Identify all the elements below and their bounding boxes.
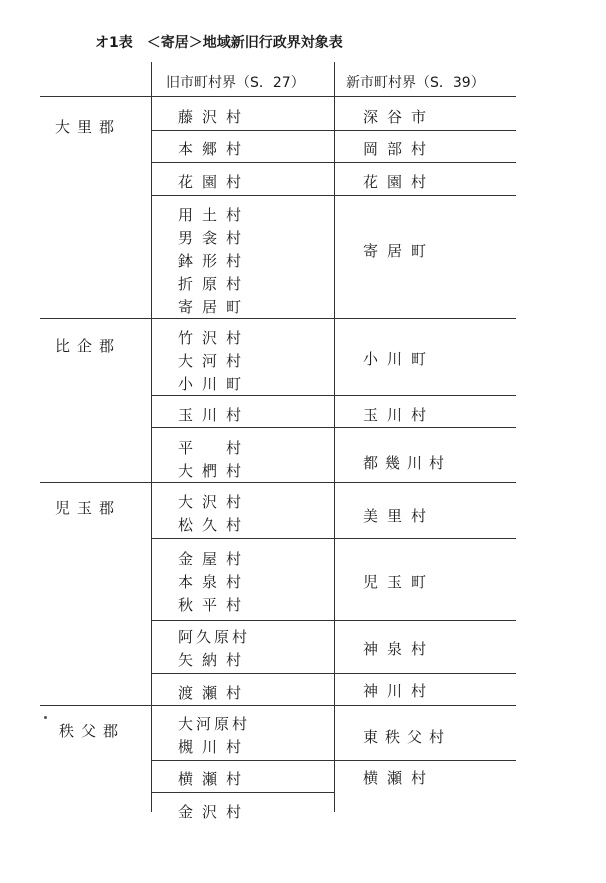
old-village: 本郷村 <box>178 140 251 158</box>
old-row-separator <box>151 130 334 131</box>
old-row-separator <box>151 673 334 674</box>
old-row-separator <box>151 538 334 539</box>
new-row-separator <box>334 130 516 131</box>
new-municipality: 横瀬村 <box>363 769 436 787</box>
district-label: 秩父郡 <box>59 722 126 740</box>
old-village: 小川町 <box>178 375 251 393</box>
new-row-separator <box>334 538 516 539</box>
new-row-separator <box>334 620 516 621</box>
header-old-boundary: 旧市町村界（S．27） <box>166 75 305 91</box>
old-village: 渡瀬村 <box>178 684 251 702</box>
old-village: 金屋村 <box>178 550 251 568</box>
new-row-separator <box>334 395 516 396</box>
old-village: 竹沢村 <box>178 329 251 347</box>
old-village: 松久村 <box>178 516 251 534</box>
old-row-separator <box>151 162 334 163</box>
header-new-boundary: 新市町村界（S．39） <box>346 75 485 91</box>
old-village: 大椚村 <box>178 462 251 480</box>
old-village: 本泉村 <box>178 573 251 591</box>
old-row-separator <box>151 195 334 196</box>
district-separator <box>40 705 516 706</box>
column-divider-right <box>334 62 335 812</box>
old-village: 矢納村 <box>178 651 251 669</box>
old-village: 藤沢村 <box>178 108 251 126</box>
old-village: 大河村 <box>178 352 251 370</box>
old-village: 横瀬村 <box>178 770 251 788</box>
new-municipality: 深谷市 <box>363 108 436 126</box>
old-village: 寄居町 <box>178 298 251 316</box>
table-title: オ1表 ＜寄居＞地域新旧行政界対象表 <box>95 35 343 51</box>
old-row-separator <box>151 620 334 621</box>
old-village: 花園村 <box>178 173 251 191</box>
new-row-separator <box>334 673 516 674</box>
new-municipality: 都幾川村 <box>363 454 452 472</box>
new-municipality: 岡部村 <box>363 140 436 158</box>
new-municipality: 玉川村 <box>363 406 436 424</box>
new-municipality: 花園村 <box>363 173 436 191</box>
new-row-separator <box>334 162 516 163</box>
old-village: 大沢村 <box>178 493 251 511</box>
district-label: 児玉郡 <box>55 499 122 517</box>
new-municipality: 小川町 <box>363 350 436 368</box>
new-municipality: 美里村 <box>363 507 436 525</box>
new-municipality: 神川村 <box>363 682 436 700</box>
district-separator <box>40 318 516 319</box>
old-village: 大河原村 <box>178 715 251 733</box>
district-label: 大里郡 <box>55 118 122 136</box>
old-row-separator <box>151 427 334 428</box>
column-divider-left <box>151 62 152 812</box>
old-row-separator <box>151 760 334 761</box>
district-separator <box>40 482 516 483</box>
old-village: 秋平村 <box>178 596 251 614</box>
old-village: 平 村 <box>178 439 251 457</box>
new-row-separator <box>334 760 516 761</box>
old-row-separator <box>151 792 334 793</box>
scan-speck <box>44 716 47 719</box>
district-label: 比企郡 <box>55 337 122 355</box>
old-village: 阿久原村 <box>178 628 251 646</box>
header-rule <box>40 96 516 97</box>
old-village: 男衾村 <box>178 229 251 247</box>
old-row-separator <box>151 395 334 396</box>
old-village: 用土村 <box>178 206 251 224</box>
old-village: 玉川村 <box>178 406 251 424</box>
old-village: 槻川村 <box>178 738 251 756</box>
new-row-separator <box>334 195 516 196</box>
old-village: 折原村 <box>178 275 251 293</box>
new-municipality: 児玉町 <box>363 573 436 591</box>
new-municipality: 神泉村 <box>363 640 436 658</box>
new-municipality: 寄居町 <box>363 242 436 260</box>
old-village: 鉢形村 <box>178 252 251 270</box>
new-row-separator <box>334 427 516 428</box>
new-municipality: 東秩父村 <box>363 728 452 746</box>
old-village: 金沢村 <box>178 803 251 821</box>
